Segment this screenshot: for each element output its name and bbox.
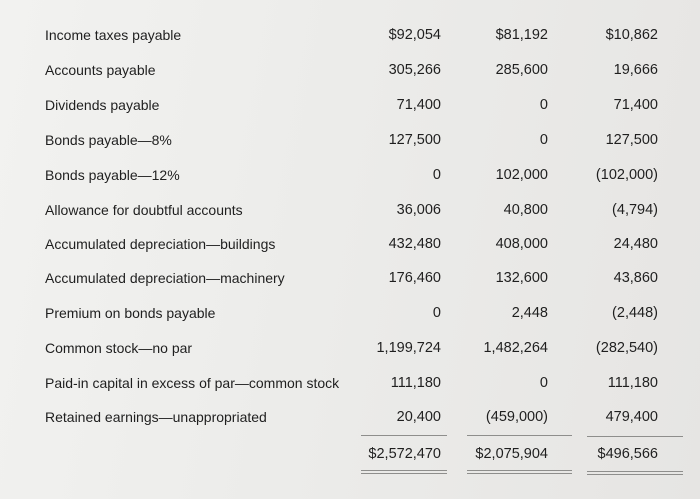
table-row [0, 298, 700, 328]
account-label: Allowance for doubtful accounts [45, 202, 243, 218]
current-year-value: $92,054 [388, 27, 441, 43]
current-year-total: $2,572,470 [368, 446, 441, 462]
prior-year-value: 408,000 [495, 236, 548, 252]
current-year-value: 127,500 [388, 132, 441, 148]
change-value: 19,666 [613, 62, 658, 78]
subtotal-rule [587, 436, 683, 437]
change-value: 43,860 [613, 270, 658, 286]
table-row [0, 402, 700, 432]
prior-year-total: $2,075,904 [475, 446, 548, 462]
current-year-value: 71,400 [396, 97, 441, 113]
change-value: (4,794) [612, 202, 658, 218]
prior-year-value: 0 [539, 375, 548, 391]
change-value: 127,500 [605, 132, 658, 148]
prior-year-value: 0 [539, 97, 548, 113]
table-row [0, 229, 700, 259]
total-double-rule [361, 470, 447, 474]
prior-year-value: $81,192 [495, 27, 548, 43]
totals-row [0, 439, 700, 469]
prior-year-value: (459,000) [485, 409, 548, 425]
current-year-value: 111,180 [390, 375, 441, 391]
account-label: Bonds payable—12% [45, 167, 180, 183]
account-label: Common stock—no par [45, 340, 193, 356]
account-label: Accounts payable [45, 62, 156, 78]
current-year-value: 0 [432, 305, 441, 321]
total-double-rule [467, 470, 572, 474]
current-year-value: 0 [432, 167, 441, 183]
current-year-value: 20,400 [396, 409, 441, 425]
account-label: Bonds payable—8% [45, 132, 172, 148]
table-row [0, 333, 700, 363]
change-value: 111,180 [607, 375, 658, 391]
account-label: Retained earnings—unappropriated [45, 409, 267, 425]
account-label: Paid-in capital in excess of par—common stock [45, 375, 340, 391]
current-year-value: 36,006 [396, 202, 441, 218]
table-row [0, 90, 700, 120]
account-label: Dividends payable [45, 97, 160, 113]
prior-year-value: 40,800 [503, 202, 548, 218]
account-label: Premium on bonds payable [45, 305, 216, 321]
change-value: 71,400 [613, 97, 658, 113]
change-total: $496,566 [597, 446, 658, 462]
current-year-value: 176,460 [388, 270, 441, 286]
change-value: (282,540) [595, 340, 658, 356]
prior-year-value: 132,600 [495, 270, 548, 286]
table-row [0, 368, 700, 398]
change-value: 479,400 [605, 409, 658, 425]
change-value: (2,448) [612, 305, 658, 321]
current-year-value: 305,266 [388, 62, 441, 78]
account-label: Accumulated depreciation—machinery [45, 270, 285, 286]
table-row [0, 263, 700, 293]
table-row [0, 195, 700, 225]
table-row [0, 55, 700, 85]
table-row [0, 20, 700, 50]
subtotal-rule [467, 435, 572, 436]
prior-year-value: 102,000 [495, 167, 548, 183]
subtotal-rule [361, 435, 447, 436]
table-row [0, 160, 700, 190]
total-double-rule [587, 471, 683, 475]
change-value: 24,480 [613, 236, 658, 252]
prior-year-value: 1,482,264 [483, 340, 548, 356]
account-label: Accumulated depreciation—buildings [45, 236, 276, 252]
current-year-value: 1,199,724 [376, 340, 441, 356]
current-year-value: 432,480 [388, 236, 441, 252]
account-label: Income taxes payable [45, 27, 182, 43]
change-value: $10,862 [605, 27, 658, 43]
table-row [0, 125, 700, 155]
prior-year-value: 0 [539, 132, 548, 148]
change-value: (102,000) [595, 167, 658, 183]
prior-year-value: 2,448 [511, 305, 548, 321]
prior-year-value: 285,600 [495, 62, 548, 78]
